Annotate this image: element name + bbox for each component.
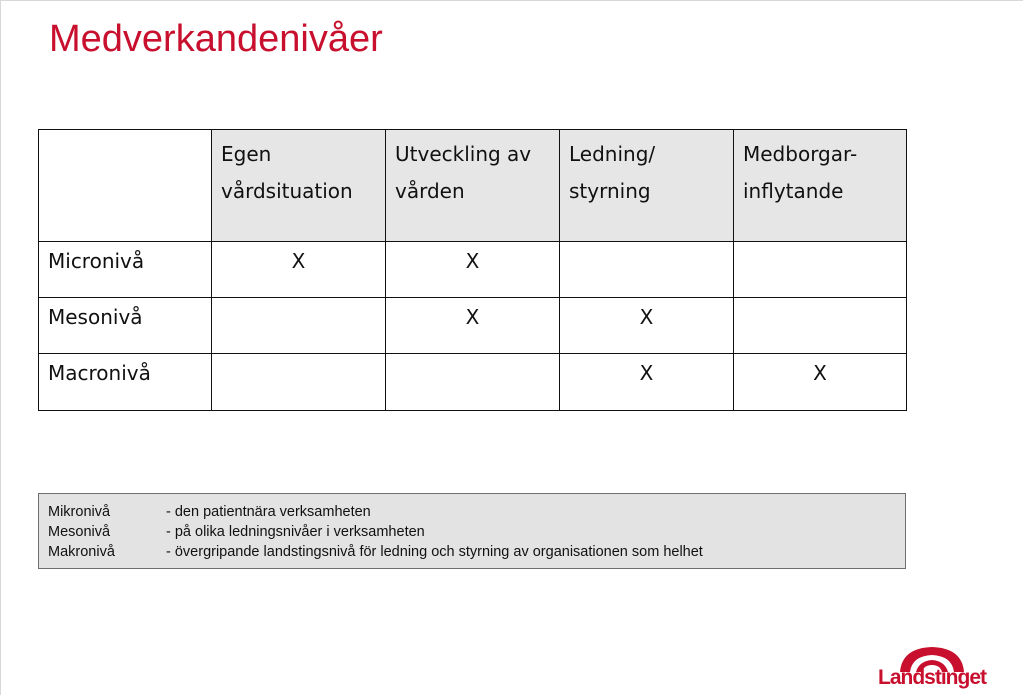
slide-title: Medverkandenivåer xyxy=(49,18,383,60)
table-cell xyxy=(212,354,386,411)
row-label-macro: Macronivå xyxy=(39,354,212,411)
table-cell: X xyxy=(560,354,734,411)
header-utveckling-av-varden: Utveckling av vården xyxy=(386,130,560,242)
table-cell: X xyxy=(212,242,386,298)
legend-item xyxy=(48,522,905,542)
legend-item xyxy=(48,542,905,562)
table-cell: X xyxy=(386,298,560,354)
table-cell: X xyxy=(386,242,560,298)
header-ledning-styrning: Ledning/ styrning xyxy=(560,130,734,242)
table-cell xyxy=(386,354,560,411)
table-cell xyxy=(212,298,386,354)
table-cell: X xyxy=(560,298,734,354)
landstinget-logo xyxy=(876,644,988,696)
header-medborgarinflytande: Medborgar- inflytande xyxy=(734,130,907,242)
table-cell: X xyxy=(734,354,907,411)
row-label-meso: Mesonivå xyxy=(39,298,212,354)
table-cell xyxy=(734,242,907,298)
legend-item xyxy=(48,502,905,522)
participation-matrix xyxy=(38,129,907,411)
legend-term: Mesonivå xyxy=(48,524,111,540)
corner-cell xyxy=(39,130,212,242)
legend-term: Mikronivå xyxy=(48,504,111,520)
table-row xyxy=(39,242,907,298)
row-label-micro: Micronivå xyxy=(39,242,212,298)
legend-box xyxy=(38,493,906,569)
legend-description: - på olika ledningsnivåer i verksamheten xyxy=(166,524,425,540)
header-row xyxy=(39,130,907,242)
legend-term: Makronivå xyxy=(48,544,115,560)
table-cell xyxy=(560,242,734,298)
logo-wordmark: Landstinget xyxy=(878,666,986,689)
table-cell xyxy=(734,298,907,354)
legend-description: - övergripande landstingsnivå för ledning och styrning av organisationen som helhet xyxy=(166,544,703,560)
header-egen-vardsituation: Egen vårdsituation xyxy=(212,130,386,242)
table-row xyxy=(39,354,907,411)
legend-description: - den patientnära verksamheten xyxy=(166,504,371,520)
table-row xyxy=(39,298,907,354)
